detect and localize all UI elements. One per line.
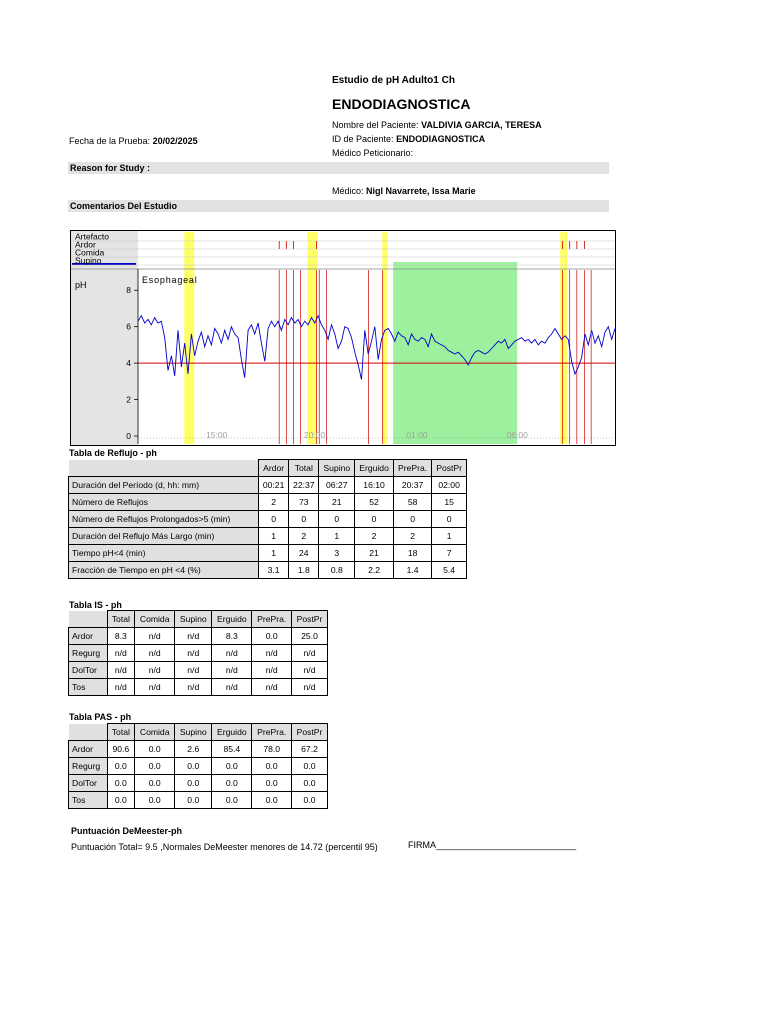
table-corner — [69, 460, 259, 477]
test-date-row — [69, 136, 198, 146]
table-cell: 0.0 — [212, 758, 252, 775]
table-cell: 2 — [259, 494, 289, 511]
table-cell: n/d — [107, 679, 135, 696]
table-cell: 0.0 — [292, 758, 328, 775]
column-header: PostPr — [432, 460, 467, 477]
row-label: Tos — [69, 792, 108, 809]
table-cell: 0.0 — [252, 628, 292, 645]
table-cell: 0.0 — [252, 758, 292, 775]
table-cell: n/d — [107, 662, 135, 679]
patient-name: VALDIVIA GARCIA, TERESA — [421, 120, 542, 130]
table-cell: 0.0 — [212, 792, 252, 809]
x-tick-label: 20:00 — [303, 430, 326, 440]
table-cell: n/d — [135, 662, 175, 679]
table-cell: 0.0 — [135, 775, 175, 792]
table-cell: 90.6 — [107, 741, 135, 758]
demeester-title: Puntuación DeMeester-ph — [71, 826, 183, 836]
column-header: PostPr — [292, 611, 328, 628]
table-cell: 1.8 — [289, 562, 319, 579]
table-cell: n/d — [292, 679, 328, 696]
comments-label: Comentarios Del Estudio — [70, 201, 178, 211]
table-cell: 1 — [259, 545, 289, 562]
table-cell: 85.4 — [212, 741, 252, 758]
table-row — [69, 477, 467, 494]
table-cell: 22:37 — [289, 477, 319, 494]
referring-label: Médico Peticionario: — [332, 148, 414, 158]
table-cell: 73 — [289, 494, 319, 511]
x-tick-label: 15:00 — [206, 430, 228, 440]
demeester-score-row — [71, 842, 378, 852]
reason-label: Reason for Study : — [70, 163, 151, 173]
physician-row — [332, 186, 476, 196]
table-row — [69, 511, 467, 528]
table-cell: 25.0 — [292, 628, 328, 645]
table-corner — [69, 611, 108, 628]
table-row — [69, 528, 467, 545]
event-row-label: Ardor — [75, 239, 96, 250]
trace-label: Esophageal — [142, 275, 198, 285]
table-cell: 0.0 — [212, 775, 252, 792]
y-tick-label: 6 — [126, 321, 131, 332]
table-cell: 0.0 — [175, 792, 212, 809]
ph-chart — [70, 230, 616, 446]
table-cell: 0.0 — [175, 775, 212, 792]
table-cell: 78.0 — [252, 741, 292, 758]
table-cell: 21 — [355, 545, 394, 562]
table-cell: 2.2 — [355, 562, 394, 579]
column-header: Total — [289, 460, 319, 477]
row-label: DolTor — [69, 662, 108, 679]
comments-band — [68, 200, 609, 212]
table-cell: 52 — [355, 494, 394, 511]
table-cell: 2.6 — [175, 741, 212, 758]
table-cell: 18 — [393, 545, 431, 562]
table-cell: 0.8 — [319, 562, 355, 579]
column-header: Total — [107, 724, 135, 741]
institution-name: ENDODIAGNOSTICA — [332, 96, 471, 112]
row-label: Regurg — [69, 645, 108, 662]
table-cell: n/d — [212, 679, 252, 696]
pas-table — [68, 723, 328, 809]
y-tick-label: 2 — [126, 394, 131, 405]
table-cell: 5.4 — [432, 562, 467, 579]
table-cell: 0 — [259, 511, 289, 528]
patient-id: ENDODIAGNOSTICA — [396, 134, 486, 144]
row-label: Duración del Reflujo Más Largo (min) — [69, 528, 259, 545]
table-cell: 2 — [289, 528, 319, 545]
table-cell: 02:00 — [432, 477, 467, 494]
table-cell: 3.1 — [259, 562, 289, 579]
table-cell: 06:27 — [319, 477, 355, 494]
row-label: Fracción de Tiempo en pH <4 (%) — [69, 562, 259, 579]
patient-name-row — [332, 120, 542, 130]
table-cell: 0.0 — [292, 775, 328, 792]
table-cell: 0.0 — [135, 792, 175, 809]
table-cell: 00:21 — [259, 477, 289, 494]
table-cell: 16:10 — [355, 477, 394, 494]
row-label: DolTor — [69, 775, 108, 792]
table-cell: n/d — [292, 645, 328, 662]
table-cell: 7 — [432, 545, 467, 562]
column-header: Supino — [175, 611, 212, 628]
table-row — [69, 628, 328, 645]
table-cell: n/d — [175, 628, 212, 645]
table-row — [69, 494, 467, 511]
table-cell: n/d — [252, 645, 292, 662]
signature-line: FIRMA____________________________ — [408, 840, 577, 850]
table-cell: 0.0 — [135, 758, 175, 775]
y-tick-label: 8 — [126, 285, 131, 296]
table-cell: 0 — [289, 511, 319, 528]
reflux-table — [68, 459, 467, 579]
table-cell: n/d — [175, 645, 212, 662]
physician-label: Médico: — [332, 186, 364, 196]
demeester-normal-text: ,Normales DeMeester menores de 14.72 (percentil 95) — [160, 842, 378, 852]
table-cell: 0.0 — [175, 758, 212, 775]
table-cell: 2 — [355, 528, 394, 545]
column-header: PrePra. — [252, 611, 292, 628]
test-date-label: Fecha de la Prueba: — [69, 136, 151, 146]
table-cell: 1 — [432, 528, 467, 545]
patient-id-row — [332, 134, 485, 144]
table-cell: n/d — [107, 645, 135, 662]
column-header: PrePra. — [393, 460, 431, 477]
table-cell: n/d — [212, 662, 252, 679]
channel-label: pH — [75, 280, 87, 290]
table-cell: 2 — [393, 528, 431, 545]
x-tick-label: 06:00 — [506, 430, 528, 440]
column-header: Comida — [135, 724, 175, 741]
row-label: Tos — [69, 679, 108, 696]
column-header: Erguido — [212, 611, 252, 628]
meal-period — [307, 232, 317, 444]
column-header: Ardor — [259, 460, 289, 477]
table-row — [69, 758, 328, 775]
pas-table-title: Tabla PAS - ph — [69, 712, 132, 722]
column-header: PrePra. — [252, 724, 292, 741]
table-cell: n/d — [135, 645, 175, 662]
supine-period — [393, 262, 517, 444]
table-row — [69, 741, 328, 758]
row-label: Regurg — [69, 758, 108, 775]
table-cell: 15 — [432, 494, 467, 511]
column-header: Erguido — [212, 724, 252, 741]
table-cell: 0 — [355, 511, 394, 528]
table-cell: 1.4 — [393, 562, 431, 579]
table-cell: 0 — [319, 511, 355, 528]
row-label: Número de Reflujos — [69, 494, 259, 511]
table-cell: 0 — [393, 511, 431, 528]
row-label: Ardor — [69, 741, 108, 758]
table-cell: 0.0 — [107, 758, 135, 775]
column-header: Supino — [175, 724, 212, 741]
table-cell: n/d — [252, 679, 292, 696]
table-cell: 21 — [319, 494, 355, 511]
table-row — [69, 545, 467, 562]
table-cell: 8.3 — [107, 628, 135, 645]
column-header: Total — [107, 611, 135, 628]
table-cell: 0 — [432, 511, 467, 528]
is-table-title: Tabla IS - ph — [69, 600, 122, 610]
test-date: 20/02/2025 — [152, 136, 198, 146]
table-cell: 0.0 — [135, 741, 175, 758]
row-label: Tiempo pH<4 (min) — [69, 545, 259, 562]
patient-name-label: Nombre del Paciente: — [332, 120, 419, 130]
meal-period — [184, 232, 194, 444]
referring-row — [332, 148, 413, 158]
patient-id-label: ID de Paciente: — [332, 134, 394, 144]
table-row — [69, 662, 328, 679]
table-cell: 67.2 — [292, 741, 328, 758]
demeester-score: 9.5 — [145, 842, 158, 852]
table-cell: n/d — [175, 679, 212, 696]
column-header: Supino — [319, 460, 355, 477]
table-cell: 20:37 — [393, 477, 431, 494]
table-cell: n/d — [135, 628, 175, 645]
table-cell: 58 — [393, 494, 431, 511]
table-row — [69, 679, 328, 696]
row-label: Número de Reflujos Prolongados>5 (min) — [69, 511, 259, 528]
column-header: Comida — [135, 611, 175, 628]
column-header: Erguido — [355, 460, 394, 477]
table-cell: 0.0 — [292, 792, 328, 809]
table-cell: 1 — [319, 528, 355, 545]
table-cell: 8.3 — [212, 628, 252, 645]
demeester-score-label: Puntuación Total= — [71, 842, 143, 852]
reflux-table-title: Tabla de Reflujo - ph — [69, 448, 157, 458]
table-cell: n/d — [252, 662, 292, 679]
table-cell: n/d — [175, 662, 212, 679]
table-cell: 3 — [319, 545, 355, 562]
table-cell: n/d — [292, 662, 328, 679]
reason-band — [68, 162, 609, 174]
y-tick-label: 0 — [126, 431, 131, 441]
physician-name: Nigl Navarrete, Issa Marie — [366, 186, 476, 196]
event-row-label: Supino — [75, 255, 102, 266]
table-row — [69, 792, 328, 809]
table-corner — [69, 724, 108, 741]
table-row — [69, 645, 328, 662]
table-cell: n/d — [135, 679, 175, 696]
x-tick-label: 01:00 — [406, 430, 428, 440]
table-cell: 0.0 — [107, 775, 135, 792]
is-table — [68, 610, 328, 696]
column-header: PostPr — [292, 724, 328, 741]
table-row — [69, 775, 328, 792]
table-cell: 0.0 — [107, 792, 135, 809]
table-cell: 24 — [289, 545, 319, 562]
table-cell: 0.0 — [252, 792, 292, 809]
table-cell: n/d — [212, 645, 252, 662]
study-title: Estudio de pH Adulto1 Ch — [332, 75, 455, 86]
table-cell: 1 — [259, 528, 289, 545]
event-row-label: Comida — [75, 247, 105, 258]
row-label: Duración del Período (d, hh: mm) — [69, 477, 259, 494]
event-row-label: Artefacto — [75, 231, 110, 242]
table-cell: 0.0 — [252, 775, 292, 792]
row-label: Ardor — [69, 628, 108, 645]
table-row — [69, 562, 467, 579]
y-tick-label: 4 — [126, 358, 131, 369]
